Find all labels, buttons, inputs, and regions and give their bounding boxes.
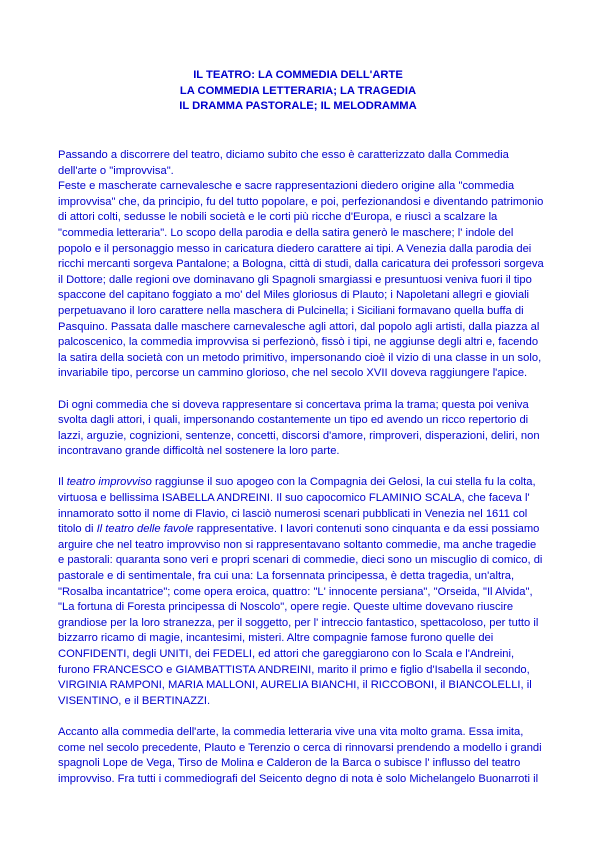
paragraph-origins-text: Feste e mascherate carnevalesche e sacre rappresentazioni diedero origine alla "commedia improvvisa" che, da principio, fu del tutto popolare, e poi, perfezionandosi e diventando patrimonio di attori colti, sedusse le nobili società e le corti più ricche d'Europa, e riuscì a scalzare la "commedia letteraria". Lo scopo della parodia e della satira generò le maschere; l' indole del popolo e il personaggio messo in caricatura diedero carattere ai tipi. A Venezia dalla parodia dei ricchi mercanti sorgeva Pantalone; a Bologna, città di studi, dalla caricatura dei professori sorgeva il Dottore; dalle regioni ove dominavano gli Spagnoli smargiassi e presuntuosi veniva fuori il tipo spaccone del capitano foggiato a mo' del Miles gloriosus di Plauto; i Napoletani allegri e gioviali perpetuavano il loro carattere nella maschera di Pulcinella; i Siciliani formavano quella buffa di Pasquino. Passata dalle maschere carnevalesche agli attori, dal popolo agli artisti, dalla piazza al palcoscenico, la commedia improvvisa si perfezionò, fissò i tipi, ne aggiunse degli altri e, facendo la satira della società con un metodo primitivo, impersonando cioè il vizio di una classe in un solo, invariabile tipo, percorse un cammino glorioso, che nel secolo XVII doveva raggiungere l'apice. [58, 180, 544, 380]
paragraph-gelosi-text-c: rappresentative. I lavori contenuti sono cinquanta e da essi possiamo arguire che nel teatro improvviso non si rappresentavano soltanto commedie, ma anche tragedie e pastorali: quaranta sono veri e propri scenari di commedie, dieci sono un miscuglio di comico, di pastorale e di sentimentale, fra cui una: La forsennata principessa, è detta tragedia, un'altra, "Rosalba incantatrice"; come opera eroica, quattro: "L' innocente persiana", "Orseida, "Il Alvida", "La fortuna di Foresta principessa di Noscolo", opere regie. Queste ultime dovevano riuscire grandiose per la loro stranezza, per il soggetto, per l' intreccio fantastico, spettacoloso, per tutto il bizzarro ricamo di magie, incantesimi, misteri. Altre compagnie famose furono quelle dei CONFIDENTI, degli UNITI, dei FEDELI, ed attori che gareggiarono con lo Scala e l'Andreini, furono FRANCESCO e GIAMBATTISTA ANDREINI, marito il primo e figlio d'Isabella il secondo, VIRGINIA RAMPONI, MARIA MALLONI, AURELIA BIANCHI, il RICCOBONI, il BIANCOLELLI, il VISENTINO, e il BERTINAZZI. [58, 523, 543, 707]
paragraph-plot-text: Di ogni commedia che si doveva rappresentare si concertava prima la trama; questa poi veniva svolta dagli attori, i quali, impersonando costantemente un tipo ed avendo un ricco repertorio di lazzi, arguzie, cognizioni, sentenze, concetti, discorsi d'amore, rimproveri, disperazioni, deliri, non incontravano grande difficoltà nel sostenere la loro parte. [58, 398, 540, 458]
paragraph-literary-text: Accanto alla commedia dell'arte, la commedia letteraria vive una vita molto grama. Essa imita, come nel secolo precedente, Plauto e Terenzio o cerca di rinnovarsi prendendo a modello i grandi spagnoli Lope de Vega, Tirso de Molina e Calderon de la Barca o subisce l' influsso del teatro improvviso. Fra tutti i commediografi del Seicento degno di nota è solo Michelangelo Buonarroti il [58, 725, 542, 785]
title-line-3: IL DRAMMA PASTORALE; IL MELODRAMMA [179, 100, 417, 112]
paragraph-literary [58, 725, 544, 787]
document-title [0, 68, 596, 115]
paragraph-gelosi-text-b: raggiunse il suo apogeo con la Compagnia dei Gelosi, la cui stella fu la colta, virtuosa e bellissima ISABELLA ANDREINI. Il suo capocomico FLAMINIO SCALA, che faceva l' innamorato sotto il nome di Flavio, ci lasciò numerosi scenari pubblicati in Venezia nel 1611 col titolo di [58, 476, 536, 536]
document-body [58, 148, 544, 803]
title-line-1: IL TEATRO: LA COMMEDIA DELL'ARTE [193, 69, 403, 81]
paragraph-intro [58, 148, 544, 179]
paragraph-gelosi-text-a: Il [58, 476, 67, 489]
paragraph-intro-text: Passando a discorrere del teatro, diciamo subito che esso è caratterizzato dalla Commedia dell'arte o "improvvisa". [58, 149, 509, 177]
title-line-2: LA COMMEDIA LETTERARIA; LA TRAGEDIA [179, 84, 417, 97]
paragraph-gelosi [58, 475, 544, 709]
paragraph-origins [58, 179, 544, 382]
paragraph-gelosi-italic-2: Il teatro delle favole [96, 523, 194, 536]
paragraph-plot [58, 398, 544, 460]
paragraph-gelosi-italic-1: teatro improvviso [66, 476, 152, 489]
